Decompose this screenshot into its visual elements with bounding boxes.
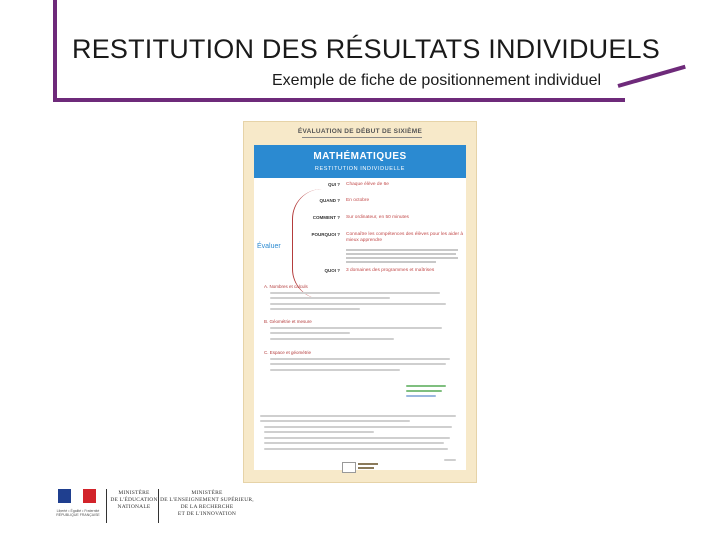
text-line bbox=[406, 385, 446, 387]
sheet-question-row bbox=[254, 268, 466, 278]
question-label: QUI ? bbox=[328, 182, 340, 187]
frame-diagonal-bar bbox=[617, 65, 685, 88]
text-line bbox=[346, 257, 458, 259]
question-answer: Sur ordinateur, en 50 minutes bbox=[346, 215, 409, 220]
text-line bbox=[270, 363, 446, 365]
question-answer: Connaître les compétences des élèves pour les aider à mieux apprendre bbox=[346, 232, 464, 243]
sheet-side-label: Évaluer bbox=[257, 243, 281, 250]
text-line bbox=[270, 338, 394, 340]
text-line bbox=[264, 426, 452, 428]
marianne-flag-icon bbox=[58, 489, 96, 503]
text-line bbox=[270, 369, 400, 371]
text-line bbox=[260, 420, 410, 422]
republic-motto: Liberté • Égalité • Fraternité RÉPUBLIQUE FRANÇAISE bbox=[56, 509, 100, 517]
sheet-band-title: MATHÉMATIQUES bbox=[313, 151, 407, 162]
text-line bbox=[270, 358, 450, 360]
sheet-band-subtitle: RESTITUTION INDIVIDUELLE bbox=[314, 166, 406, 172]
text-line bbox=[406, 390, 442, 392]
text-line bbox=[270, 327, 442, 329]
section-heading: A. Nombres et calculs bbox=[264, 284, 308, 289]
question-answer: Chaque élève de 6e bbox=[346, 182, 389, 187]
text-line bbox=[270, 303, 446, 305]
sheet-question-row bbox=[254, 232, 466, 242]
republique-francaise-logo bbox=[52, 485, 102, 525]
text-line bbox=[406, 395, 436, 397]
frame-bottom-bar bbox=[53, 98, 625, 102]
sheet-question-row bbox=[254, 215, 466, 225]
question-label: POURQUOI ? bbox=[311, 232, 340, 237]
section-heading: C. Espace et géométrie bbox=[264, 350, 312, 355]
text-line bbox=[358, 463, 378, 465]
question-label: QUOI ? bbox=[324, 268, 340, 273]
logo-separator bbox=[106, 489, 107, 523]
text-line bbox=[346, 261, 436, 263]
logo-separator bbox=[158, 489, 159, 523]
sheet-question-row bbox=[254, 182, 466, 192]
text-line bbox=[346, 249, 458, 251]
text-line bbox=[358, 467, 374, 469]
sheet-footer-logo bbox=[342, 462, 356, 473]
frame-left-bar bbox=[53, 0, 57, 100]
text-line bbox=[346, 253, 456, 255]
sheet-page bbox=[254, 145, 466, 470]
question-answer: 3 domaines des programmes et maîtrises bbox=[346, 268, 435, 273]
question-label: QUAND ? bbox=[319, 198, 340, 203]
sheet-title-band bbox=[254, 145, 466, 178]
text-line bbox=[444, 459, 456, 461]
positioning-sheet-image bbox=[244, 122, 476, 482]
text-line bbox=[270, 308, 360, 310]
text-line bbox=[264, 437, 450, 439]
section-heading: B. Géométrie et mesure bbox=[264, 319, 312, 324]
text-line bbox=[270, 292, 440, 294]
text-line bbox=[270, 332, 350, 334]
sheet-header-rule bbox=[302, 137, 422, 138]
slide-title: RESTITUTION DES RÉSULTATS INDIVIDUELS bbox=[72, 34, 660, 64]
text-line bbox=[260, 415, 456, 417]
ministry-higher-education-logo: MINISTÈRE DE L'ENSEIGNEMENT SUPÉRIEUR, DE LA RECHERCHE ET DE L'INNOVATION bbox=[160, 490, 254, 517]
text-line bbox=[264, 431, 374, 433]
text-line bbox=[264, 448, 448, 450]
sheet-question-row bbox=[254, 198, 466, 208]
sheet-header: ÉVALUATION DE DÉBUT DE SIXIÈME bbox=[297, 128, 423, 135]
ministry-education-logo: MINISTÈRE DE L'ÉDUCATION NATIONALE bbox=[110, 490, 158, 510]
question-answer: En octobre bbox=[346, 198, 370, 203]
text-line bbox=[270, 297, 390, 299]
text-line bbox=[264, 442, 444, 444]
question-label: COMMENT ? bbox=[312, 215, 340, 220]
slide-subtitle: Exemple de fiche de positionnement individuel bbox=[272, 72, 602, 89]
